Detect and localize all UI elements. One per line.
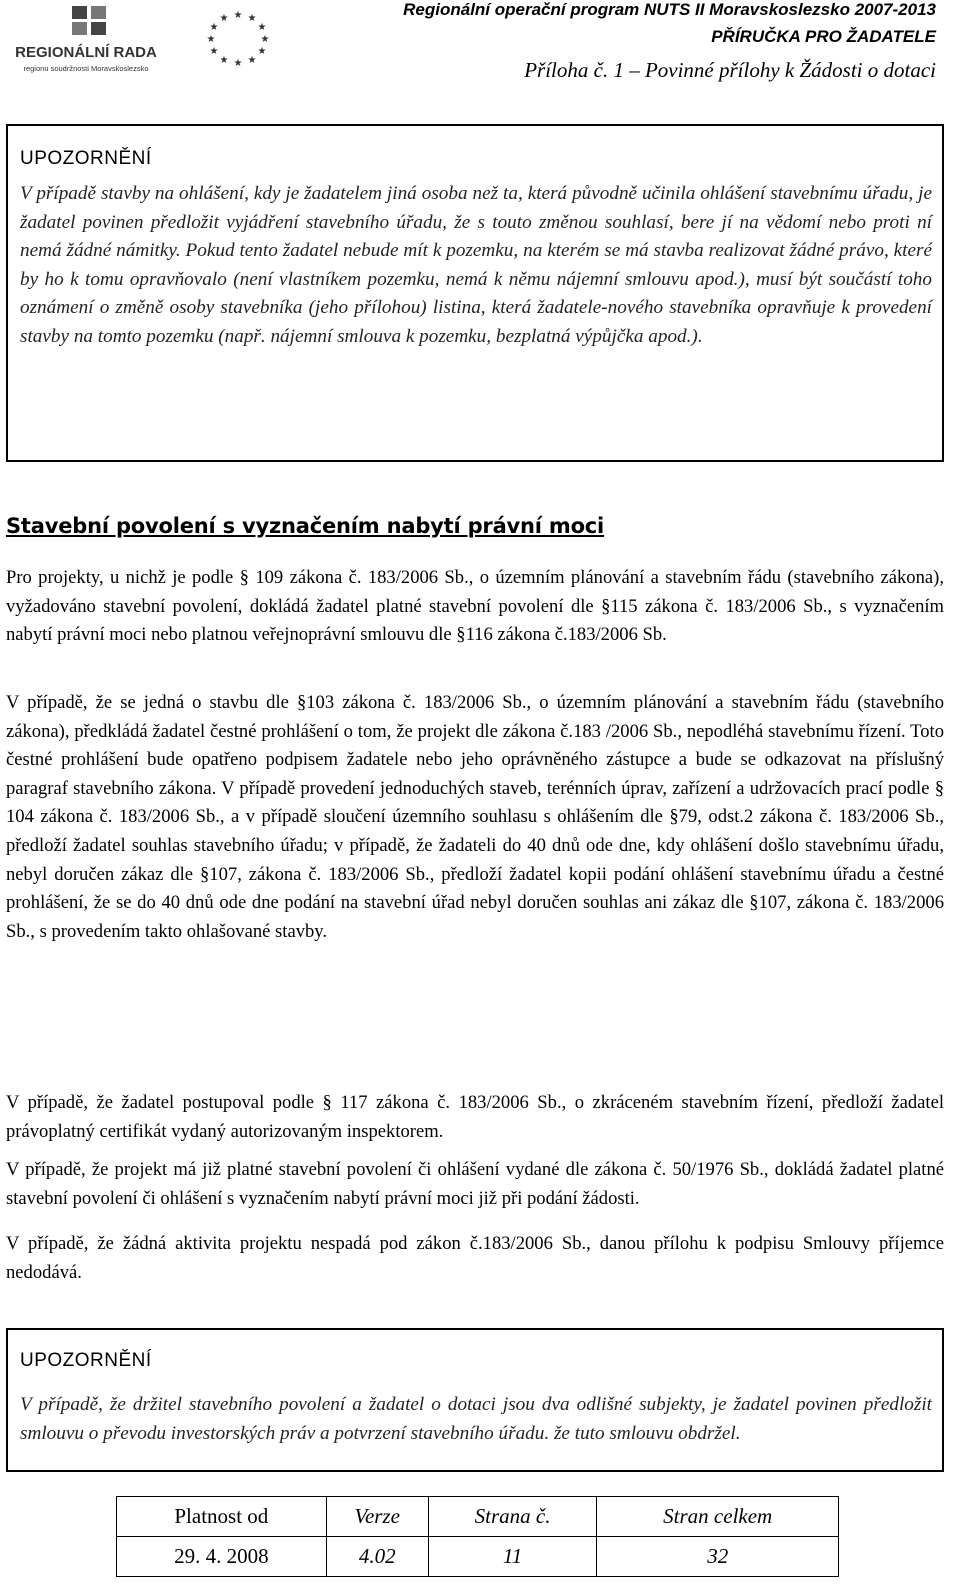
notice-text: V případě stavby na ohlášení, kdy je žadatelem jiná osoba než ta, která původně učinila ohlášení stavebnímu úřadu, je žadatel povinen předložit vyjádření stavebního úřadu, že s touto změnou souhlasí, bere jí na vědomí nebo proti ní nemá žádné námitky. Pokud tento žadatel nebude mít k pozemku, na kterém se má stavba realizovat žádné právo, které by ho k tomu opravňovalo (není vlastníkem pozemku, nemá k němu nájemní smlouvu apod.), musí být součástí toho oznámení o změně osoby stavebníka (jeho přílohou) listina, která žadatele-nového stavebníka opravňuje k provedení stavby na tomto pozemku (např. nájemní smlouva k pozemku, bezplatná výpůjčka apod.). <box>20 183 932 347</box>
svg-text:★: ★ <box>257 46 267 57</box>
svg-text:★: ★ <box>219 55 229 66</box>
svg-text:★: ★ <box>206 34 216 45</box>
section-title: Stavební povolení s vyznačením nabytí právní moci <box>6 514 605 538</box>
paragraph-not-applicable: V případě, že žádná aktivita projektu nespadá pod zákon č.183/2006 Sb., danou přílohu k podpisu Smlouvy příjemce nedodává. <box>6 1233 944 1283</box>
svg-text:★: ★ <box>247 55 257 66</box>
footer-label-row <box>117 1497 839 1537</box>
footer-info-table <box>116 1496 839 1577</box>
svg-text:★: ★ <box>219 13 229 24</box>
regional-council-emblem-icon <box>70 4 110 38</box>
footer-label-total-pages: Stran celkem <box>597 1497 839 1537</box>
svg-text:★: ★ <box>257 22 267 33</box>
notice-title: UPOZORNĚNÍ <box>20 1350 152 1371</box>
notice-text: V případě, že držitel stavebního povolení a žadatel o dotaci jsou dva odlišné subjekty, je žadatel povinen předložit smlouvu o převodu investorských práv a potvrzení stavebního úřadu. že tuto smlouvu obdržel. <box>20 1394 932 1444</box>
logo-name: REGIONÁLNÍ RADA <box>15 44 157 61</box>
svg-text:★: ★ <box>209 46 219 57</box>
svg-text:★: ★ <box>233 58 243 69</box>
footer-label-version: Verze <box>326 1497 428 1537</box>
regional-council-logo <box>8 4 164 74</box>
header-handbook-line: PŘÍRUČKA PRO ŽADATELE <box>711 27 936 46</box>
footer-version-value: 4.02 <box>326 1537 428 1577</box>
paragraph-building-permit: Pro projekty, u nichž je podle § 109 zákona č. 183/2006 Sb., o územním plánování a stavebním řádu (stavebního zákona), vyžadováno stavební povolení, dokládá žadatel platné stavební povolení dle §115 zákona č. 183/2006 Sb., s vyznačením nabytí právní moci nebo platnou veřejnoprávní smlouvu dle §116 zákona č.183/2006 Sb. <box>6 567 944 646</box>
header-annex-line: Příloha č. 1 – Povinné přílohy k Žádosti o dotaci <box>524 58 936 82</box>
footer-value-row <box>117 1537 839 1577</box>
footer-label-page: Strana č. <box>428 1497 597 1537</box>
footer-total-pages-value: 32 <box>597 1537 839 1577</box>
svg-text:★: ★ <box>260 34 270 45</box>
notice-box-bottom <box>6 1328 944 1472</box>
svg-text:★: ★ <box>209 22 219 33</box>
notice-box-top <box>6 124 944 462</box>
header-program-line: Regionální operační program NUTS II Moravskoslezsko 2007-2013 <box>403 0 936 19</box>
footer-label-valid-from: Platnost od <box>117 1497 327 1537</box>
svg-text:★: ★ <box>233 10 243 21</box>
footer-page-value: 11 <box>428 1537 597 1577</box>
paragraph-solemn-declaration: V případě, že se jedná o stavbu dle §103 zákona č. 183/2006 Sb., o územním plánování a stavebním řádu (stavebního zákona), předkládá žadatel čestné prohlášení o tom, že projekt dle zákona č.183 /2006 Sb., nepodléhá stavebnímu řízení. Toto čestné prohlášení bude opatřeno podpisem žadatele nebo jeho oprávněného zástupce a bude se odkazovat na příslušný paragraf stavebního zákona. V případě provedení jednoduchých staveb, terénních úprav, zařízení a udržovacích prací podle § 104 zákona č. 183/2006 Sb., a v případě sloučení územního souhlasu s ohlášením dle §79, odst.2 zákona č. 183/2006 Sb., předloží žadatel souhlas stavebního úřadu; v případě, že žadateli do 40 dnů ode dne, kdy ohlášení došlo stavebnímu úřadu, nebyl doručen zákaz dle §107, zákona č. 183/2006 Sb., předloží žadatel kopii podání ohlášení stavebnímu úřadu a čestné prohlášení, že se do 40 dnů ode dne podání na stavební úřad nebyl doručen souhlas ani zákaz dle §107, zákona č. 183/2006 Sb., s provedením takto ohlašované stavby. <box>6 692 944 942</box>
footer-valid-from-value: 29. 4. 2008 <box>117 1537 327 1577</box>
eu-flag-icon <box>200 6 276 70</box>
svg-text:★: ★ <box>247 13 257 24</box>
notice-title: UPOZORNĚNÍ <box>20 148 152 169</box>
paragraph-old-law-permit: V případě, že projekt má již platné stavební povolení či ohlášení vydané dle zákona č. 50/1976 Sb., dokládá žadatel platné stavební povolení či ohlášení s vyznačením nabytí právní moci již při podání žádosti. <box>6 1159 944 1209</box>
paragraph-inspector-certificate: V případě, že žadatel postupoval podle § 117 zákona č. 183/2006 Sb., o zkráceném stavebním řízení, předloží žadatel právoplatný certifikát vydaný autorizovaným inspektorem. <box>6 1092 944 1142</box>
logo-subtitle: regionu soudržnosti Moravskoslezsko <box>23 64 149 73</box>
